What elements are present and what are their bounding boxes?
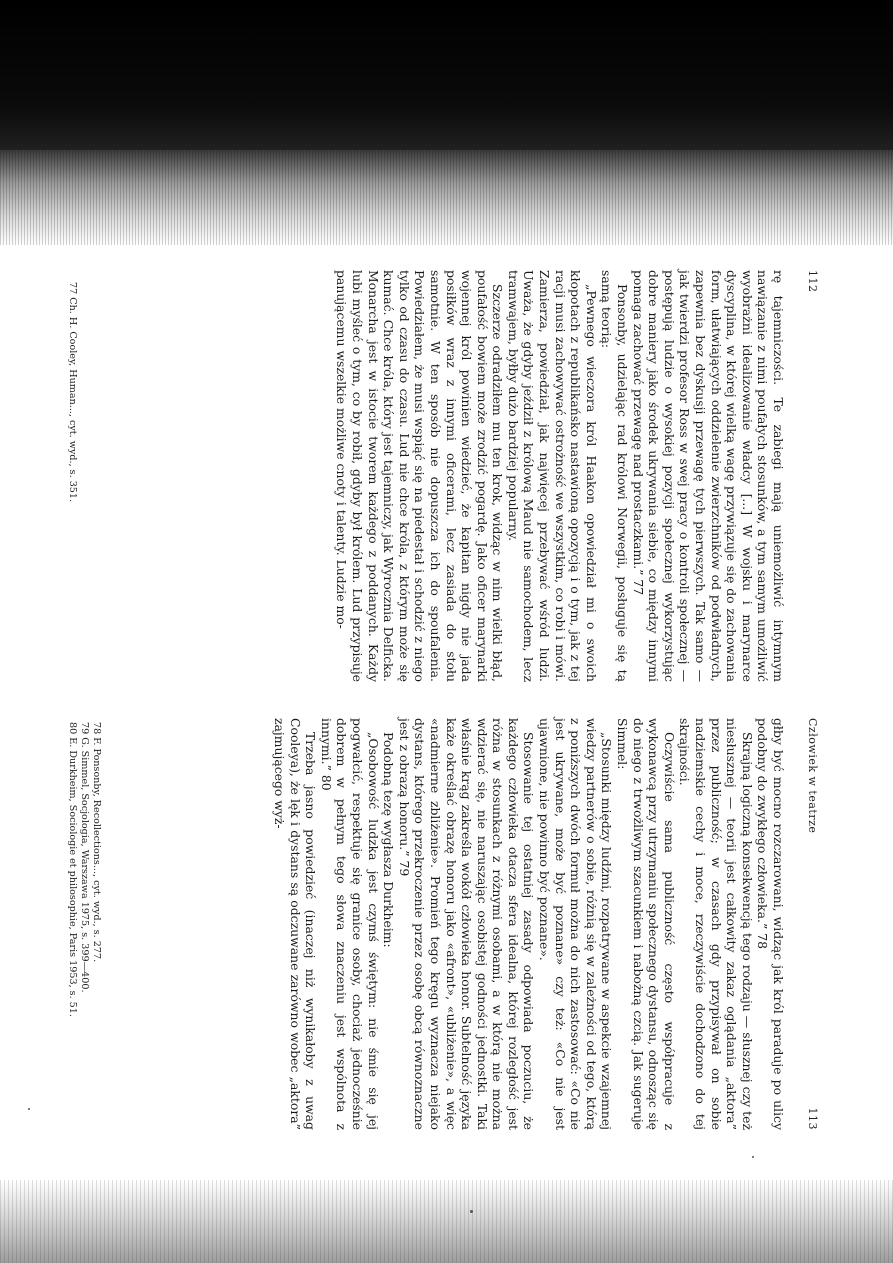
paragraph: Stosowanie tej ostatniej zasady odpowiada poczuciu, że każdego człowieka otacza sfera idealna, której rozległość jest różna w stosunkach z różnymi osobami, a w którą nie można wdzierać się, nie naruszając osobistej godności jednostki. Taki właśnie krąg zakreśla wokół człowieka honor. Subtelność języka każe określać obrazę honoru jako «afront», «ubliżenie», a więc «nadmierne zbliżenie». Promień tego kręgu wyznacza niejako dystans, którego przekroczenie przez osobę obcą równoznaczne jest z obrazą honoru.” 79 [396, 718, 537, 1130]
scan-speck [470, 1210, 473, 1213]
paragraph: Ponsonby, udzielając rad królowi Norwegii, posługuje się tą samą teorią: [599, 270, 631, 682]
right-page-body [271, 718, 786, 1130]
footnote: 80 E. Durkheim, Sociologie et philosophie, Paris 1953, s. 51. [67, 722, 78, 1017]
footnote: 78 F. Ponsonby, Recollections..., cyt. wyd., s. 277. [91, 722, 102, 963]
book-spread [66, 270, 826, 1130]
right-page-header [804, 718, 826, 1130]
paragraph: Oczywiście sama publiczność często współpracuje z wykonawcą przy utrzymaniu społecznego dystansu, odnosząc się do niego z trwożliwym szacunkiem i nabożną czcią. Jak sugeruje Simmel: [615, 718, 677, 1130]
right-page-footnotes [66, 710, 102, 1130]
paragraph: rę tajemniczości. Te zabiegi mają uniemożliwić intymnym nawiązanie z nimi poufałych stosunków, a tym samym umożliwić wyobrażni idealizowanie władcy [...] W wojsku i marynarce dyscyplina, w której wielką wagę przywiązuje się do zachowania form, ułatwiających oddzielenie zwierzchników od podwładnych, zapewnia bez dyskusji przewagę tych pierwszych. Tak samo — jak twierdzi profesor Ross w swej pracy o kontroli społecznej — postępują ludzie o wysokiej pozycji społecznej wykorzystując dobre maniery jako środek ukrywania siebie, co między innymi pomaga zachować przewagę nad prostaczkami.” 77 [630, 270, 786, 682]
paragraph: Szczerze odradziłem mu ten krok, widząc w nim wielki błąd, poufałość bowiem może zrodzić pogardę. Jako oficer marynarki wojennej król powinien wiedzieć, że kapitan nigdy nie jada posiłków wraz z innymi oficerami, lecz zasiada do stołu samotnie. W ten sposób nie dopuszcza ich do spoufalenia. Powiedziałem, że musi wspiąć się na piedestał i schodzić z niego tylko od czasu do czasu. Lud nie chce króla, z którym może się kumać. Chce króla, który jest tajemniczy, jak Wyrocznia Delficka. Monarcha jest w istocie tworem każdego z poddanych. Każdy lubi myśleć o tym, co by robił, gdyby był królem. Lud przypisuje panującemu wszelkie możliwe cnoty i talenty. Ludzie mo- [334, 270, 506, 682]
running-head: Człowiek w teatrze [805, 718, 819, 834]
scanner-bottom-shadow [0, 1180, 893, 1263]
scanner-dark-band [0, 0, 893, 150]
left-page-body [334, 270, 786, 682]
paragraph: głby być mocno rozczarowani, widząc jak król paraduje po ulicy podobny do zwykłego człowieka.” 78 [755, 718, 786, 1130]
scanner-edge-shadow [0, 150, 893, 245]
footnote: 79 G. Simmel, Socjologia, Warszawa 1975, s. 399—400. [79, 722, 90, 993]
paragraph: „Osobowość ludzka jest czymś świętym: nie śmie się jej pogwałcić, respektuje się granice osoby, chociaż jednocześnie dobrem w pełnym tego słowa znaczeniu jest wspólnota z innymi.” 80 [318, 718, 381, 1130]
paragraph: Skrajną logiczną konsekwencją tego rodzaju — słusznej czy też niesłusznej — teorii jest całkowity zakaz oglądania „aktora” przez publiczność; w czasach gdy przypisywał on sobie nadziemskie cechy i moce, rzeczywiście dochodzono do tej skrajności. [677, 718, 755, 1130]
right-page [66, 710, 826, 1130]
right-page-number: 113 [805, 1107, 819, 1130]
paragraph: Trzeba jasno powiedzieć (inaczej niż wynikałoby z uwag Cooleya), że lęk i dystans są odczuwane zarówno wobec „aktora” zajmującego wyż- [272, 718, 319, 1130]
paragraph: Podobną tezę wygłasza Durkheim: [381, 732, 397, 948]
scan-speck [28, 1108, 30, 1110]
scan-speck [752, 1156, 754, 1158]
left-page-header [804, 270, 826, 682]
paragraph: „Pewnego wieczora król Haakon opowiedział mi o swoich kłopotach z republikańsko nastawioną opozycją i o tym, jak z tej racji musi zachowywać ostrożność we wszystkim, co robi i mówi. Zamierza, powiedział, jak najwięcej przebywać wśród ludzi. Uważa, że gdyby jeździł z królową Maud nie samochodem, lecz tramwajem, byłby dużo bardziej popularny. [505, 270, 599, 682]
footnote: 77 Ch. H. Cooley, Human..., cyt. wyd., s. 351. [67, 282, 78, 503]
left-page-number: 112 [805, 270, 819, 293]
left-page-footnotes [66, 270, 78, 682]
paragraph: „Stosunki między ludźmi, rozpatrywane w aspekcie wzajemnej wiedzy partnerów o sobie, różnią się w zależności od tego, którą z poniższych dwóch formuł można do nich zastosować: «Co nie jest ukrywane, może być poznane» czy też: «Co nie jest ujawnione, nie powinno być poznane». [537, 718, 615, 1130]
left-page [66, 270, 826, 682]
